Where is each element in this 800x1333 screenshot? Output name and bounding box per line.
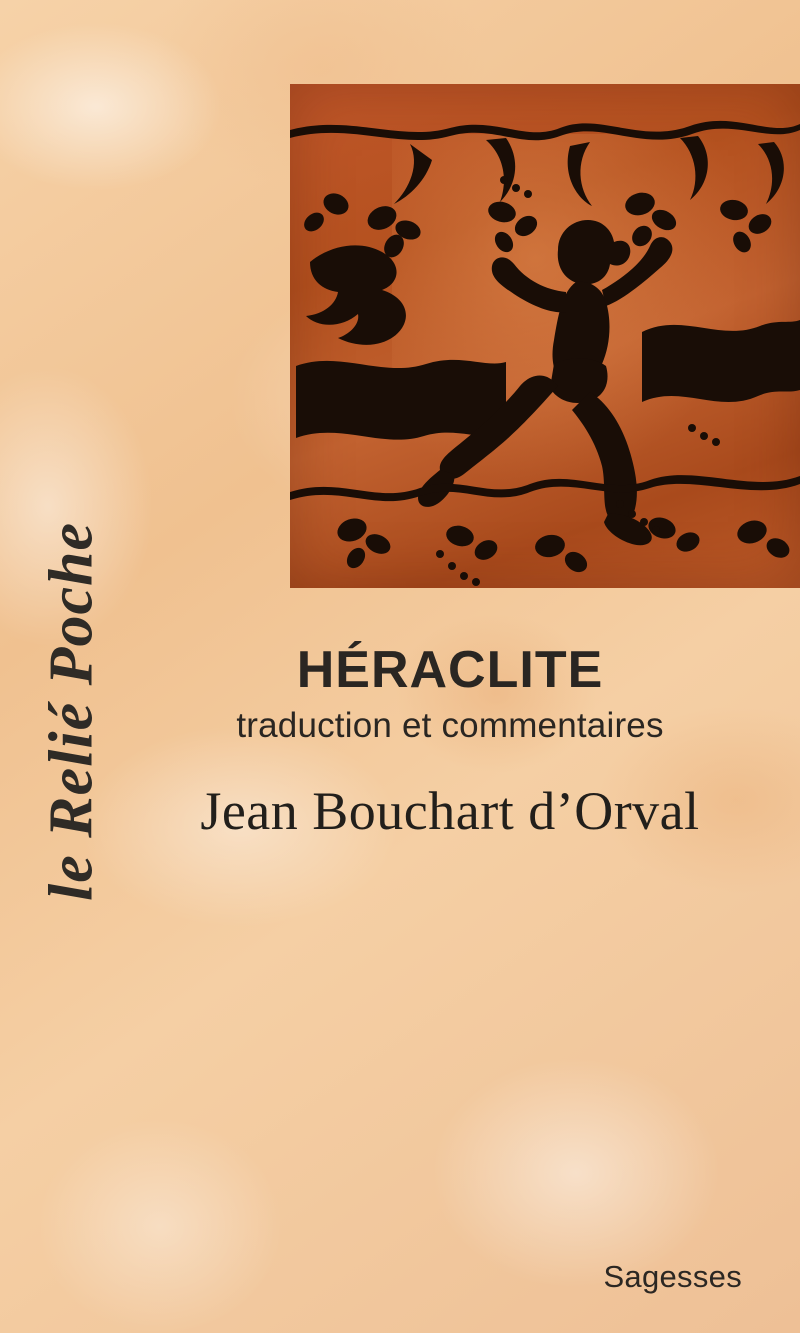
- greek-vase-runner-illustration: [290, 84, 800, 588]
- illustration-artwork: [290, 84, 800, 588]
- title-block: [120, 640, 780, 842]
- subtitle: traduction et commentaires: [236, 706, 664, 745]
- series-label: Sagesses: [603, 1259, 742, 1294]
- page-title: HÉRACLITE: [296, 641, 604, 699]
- author-name: Jean Bouchart d’Orval: [200, 781, 700, 841]
- spine-collection-label: le Relié Poche: [37, 522, 106, 901]
